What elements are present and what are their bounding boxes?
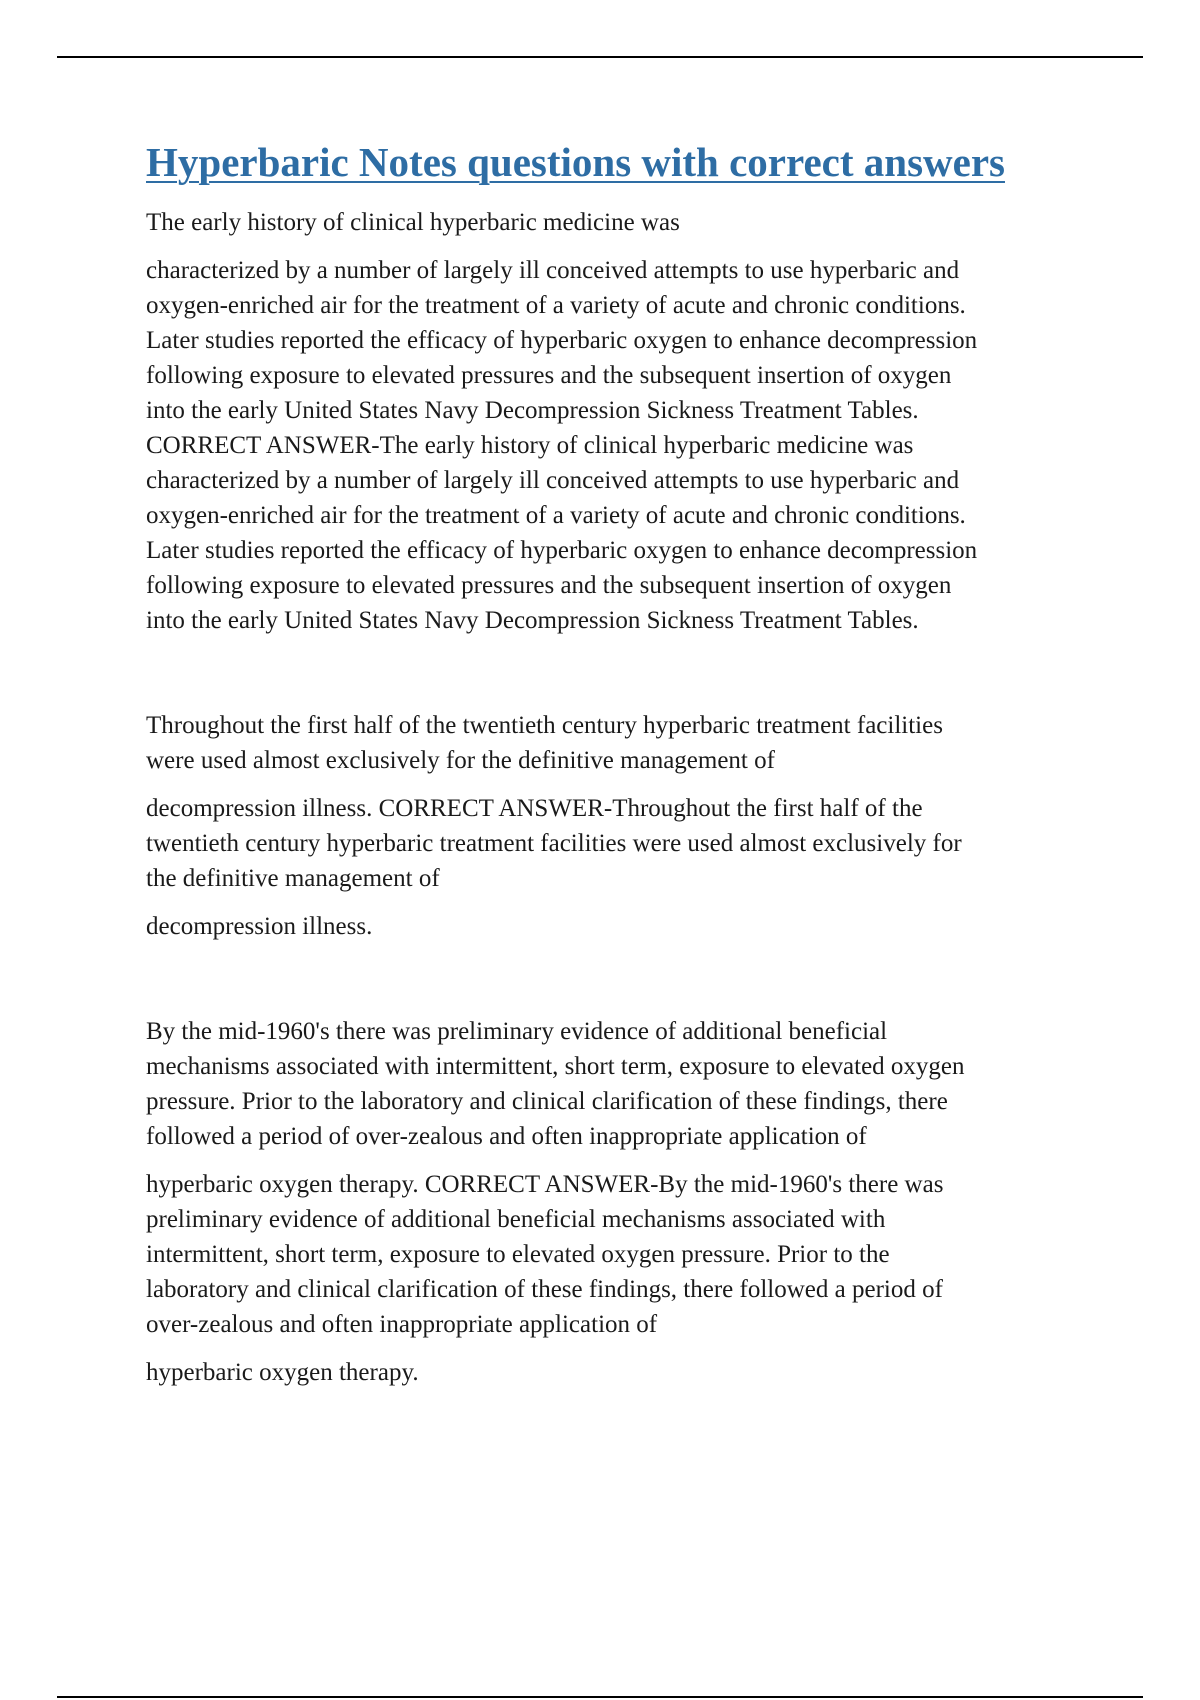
question-block — [146, 205, 1096, 638]
answer-text-continued: hyperbaric oxygen therapy. — [146, 1359, 419, 1387]
answer-text-continued: decompression illness. — [146, 913, 373, 941]
question-block — [146, 708, 1096, 944]
answer-text: hyperbaric oxygen therapy. CORRECT ANSWER-By the mid-1960's there was preliminary evidence of additional beneficial mechanisms associated with intermittent, short term, exposure to elevated oxygen pressure. Prior to the laboratory and clinical clarification of these findings, there followed a period of over-zealous and often inappropriate application of — [146, 1171, 944, 1339]
document-title: Hyperbaric Notes questions with correct answers — [146, 139, 1005, 185]
header-rule — [57, 56, 1143, 58]
answer-text: characterized by a number of largely ill conceived attempts to use hyperbaric and oxygen-enriched air for the treatment of a variety of acute and chronic conditions. Later studies reported the efficacy of hyperbaric oxygen to enhance decompression following exposure to elevated pressures and the subsequent insertion of oxygen into the early United States Navy Decompression Sickness Treatment Tables. CORRECT ANSWER-The early history of clinical hyperbaric medicine was characterized by a number of largely ill conceived attempts to use hyperbaric and oxygen-enriched air for the treatment of a variety of acute and chronic conditions. Later studies reported the efficacy of hyperbaric oxygen to enhance decompression following exposure to elevated pressures and the subsequent insertion of oxygen into the early United States Navy Decompression Sickness Treatment Tables. — [146, 257, 978, 635]
question-block — [146, 1014, 1096, 1390]
question-text: By the mid-1960's there was preliminary evidence of additional beneficial mechanisms associated with intermittent, short term, exposure to elevated oxygen pressure. Prior to the laboratory and clinical clarification of these findings, there followed a period of over-zealous and often inappropriate application of — [146, 1018, 965, 1151]
question-text: Throughout the first half of the twentieth century hyperbaric treatment facilities were used almost exclusively for the definitive management of — [146, 712, 943, 775]
footer-rule — [57, 1696, 1143, 1698]
answer-text: decompression illness. CORRECT ANSWER-Throughout the first half of the twentieth century hyperbaric treatment facilities were used almost exclusively for the definitive management of — [146, 795, 962, 893]
document-body — [146, 138, 1096, 1403]
question-text: The early history of clinical hyperbaric medicine was — [146, 209, 680, 237]
